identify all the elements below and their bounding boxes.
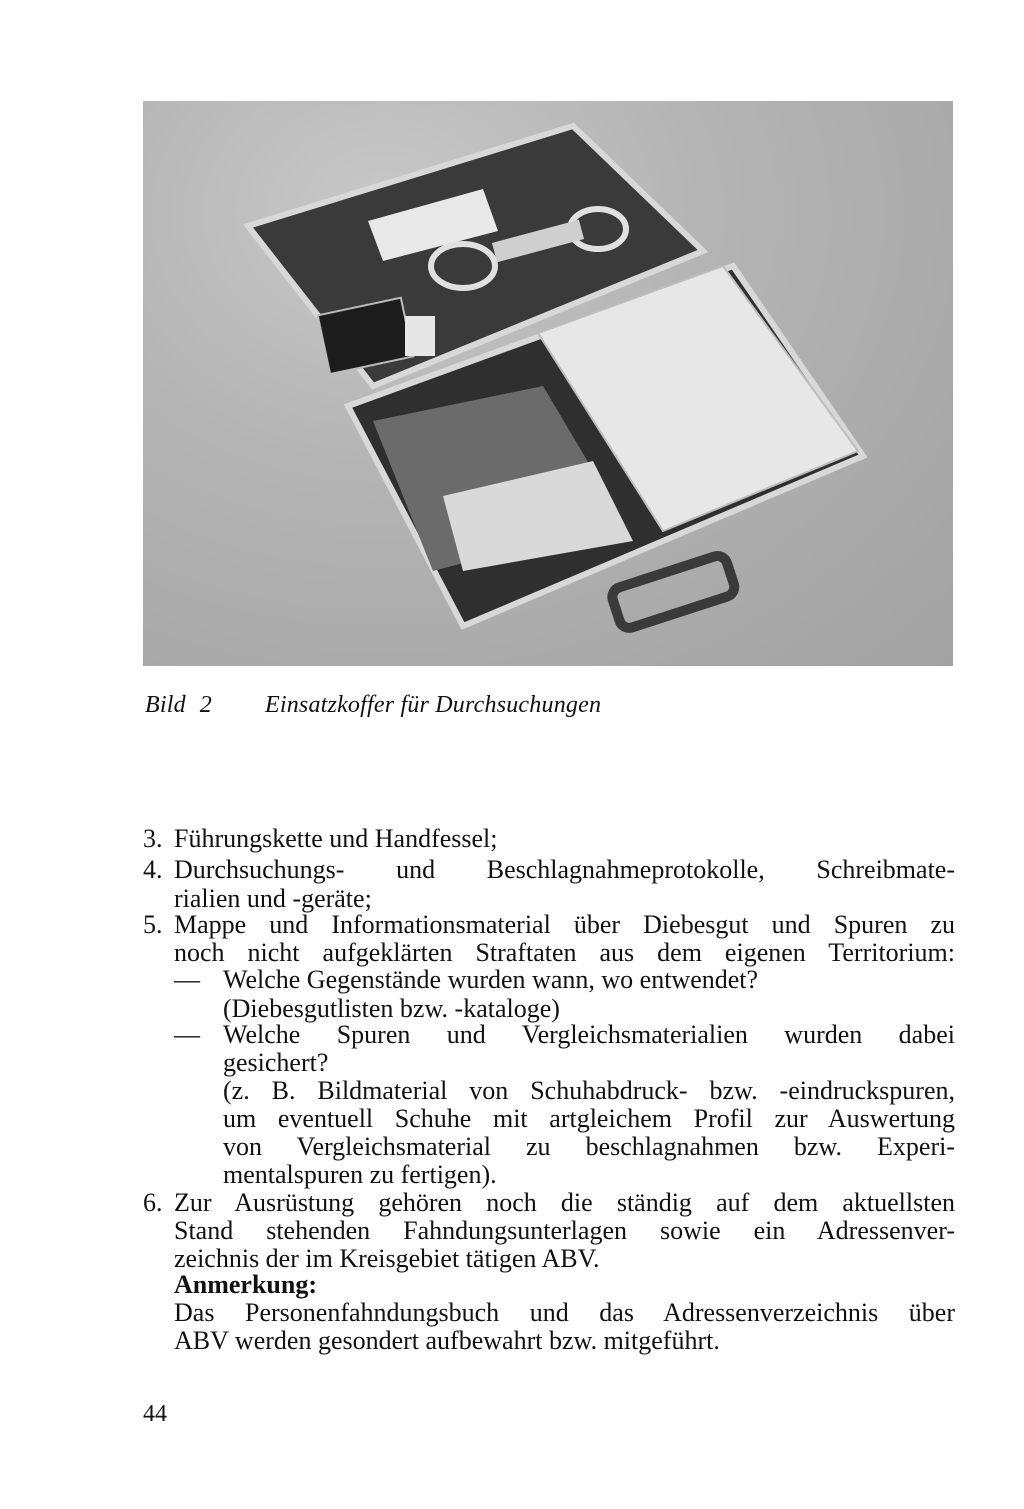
item-number: 5. bbox=[143, 910, 163, 939]
subitem-line: (Diebesgutlisten bzw. -kataloge) bbox=[223, 994, 560, 1023]
item-line: noch nicht aufgeklärten Straftaten aus dem eigenen Territorium: bbox=[174, 938, 955, 967]
figure-title: Einsatzkoffer für Durchsuchungen bbox=[265, 692, 602, 718]
item-number: 4. bbox=[143, 855, 163, 884]
item-line: Durchsuchungs- und Beschlagnahmeprotokolle, Schreibmate- bbox=[174, 855, 955, 884]
item-line: Zur Ausrüstung gehören noch die ständig auf dem aktuellsten bbox=[174, 1188, 955, 1217]
figure-caption bbox=[145, 692, 602, 719]
item-line: Mappe und Informationsmaterial über Diebesgut und Spuren zu bbox=[174, 910, 955, 939]
dash-marker: — bbox=[174, 965, 200, 994]
item-number: 3. bbox=[143, 824, 163, 853]
note-line: Das Personenfahndungsbuch und das Adressenverzeichnis über bbox=[174, 1298, 955, 1327]
item-line: zeichnis der im Kreisgebiet tätigen ABV. bbox=[174, 1244, 600, 1273]
case-illustration bbox=[143, 101, 953, 666]
subitem-line: um eventuell Schuhe mit artgleichem Profil zur Auswertung bbox=[223, 1104, 955, 1133]
subitem-line: (z. B. Bildmaterial von Schuhabdruck- bzw. -eindruckspuren, bbox=[223, 1076, 955, 1105]
subitem-line: Welche Spuren und Vergleichsmaterialien wurden dabei bbox=[223, 1020, 955, 1049]
note-heading: Anmerkung: bbox=[174, 1270, 318, 1299]
subitem-line: von Vergleichsmaterial zu beschlagnahmen bzw. Experi- bbox=[223, 1132, 955, 1161]
figure-label: Bild bbox=[145, 692, 186, 718]
subitem-line: Welche Gegenstände wurden wann, wo entwendet? bbox=[223, 965, 759, 994]
figure-number: 2 bbox=[199, 692, 212, 718]
subitem-line: gesichert? bbox=[223, 1048, 329, 1077]
item-line: Stand stehenden Fahndungsunterlagen sowie ein Adressenver- bbox=[174, 1216, 955, 1245]
item-line: rialien und -geräte; bbox=[174, 884, 372, 913]
dash-marker: — bbox=[174, 1020, 200, 1049]
figure-photo-case bbox=[143, 101, 953, 666]
page-number: 44 bbox=[143, 1401, 167, 1427]
subitem-line: mentalspuren zu fertigen). bbox=[223, 1160, 497, 1189]
item-number: 6. bbox=[143, 1188, 163, 1217]
note-line: ABV werden gesondert aufbewahrt bzw. mitgeführt. bbox=[174, 1326, 720, 1355]
item-line: Führungskette und Handfessel; bbox=[174, 824, 498, 853]
